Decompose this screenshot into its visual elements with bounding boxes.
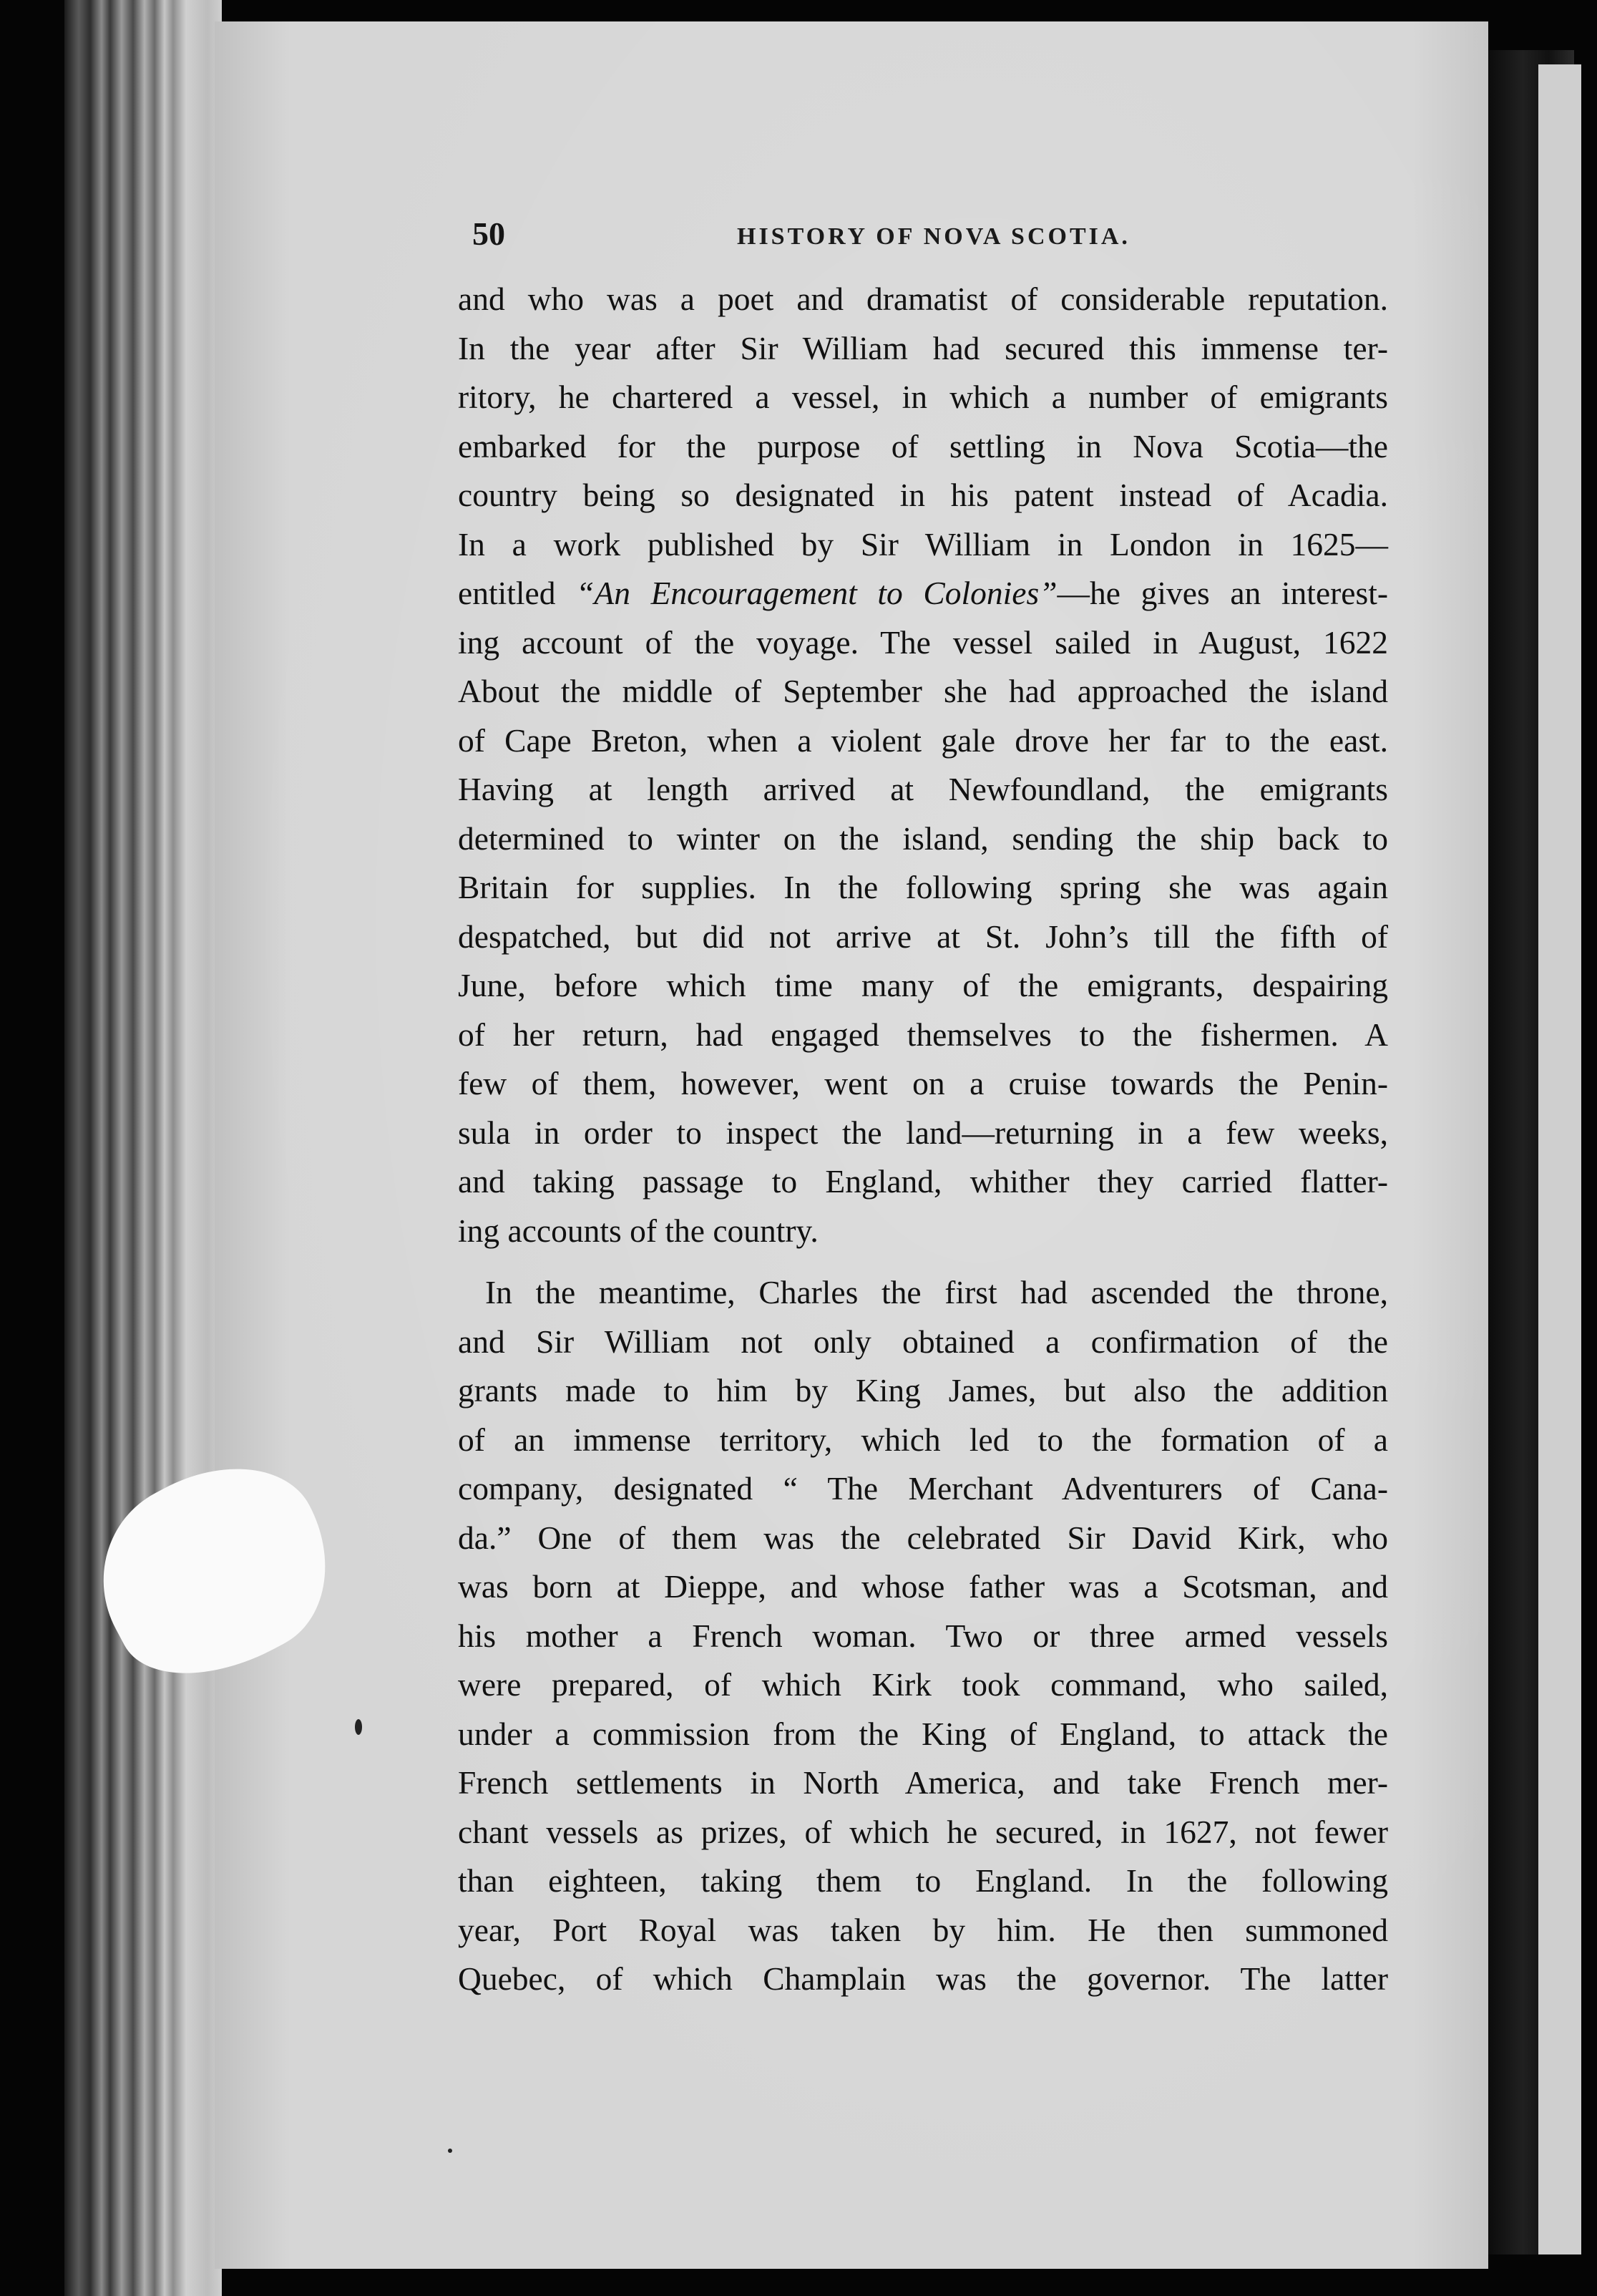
text-line: of Cape Breton, when a violent gale drove her far to the east. (458, 721, 1388, 759)
text-line: few of them, however, went on a cruise towards the Penin- (458, 1065, 1388, 1101)
text-line: ing accounts of the country. (458, 1212, 819, 1249)
ink-speck (355, 1719, 362, 1735)
text-line: and Sir William not only obtained a confirmation of the (458, 1323, 1388, 1360)
text-fragment: —he gives an interest- (1057, 575, 1388, 611)
next-page-sliver (1538, 64, 1581, 2254)
text-line: of her return, had engaged themselves to the fishermen. A (458, 1016, 1388, 1053)
text-line: sula in order to inspect the land—returning in a few weeks, (458, 1114, 1388, 1151)
text-line: of an immense territory, which led to the formation of a (458, 1421, 1388, 1458)
text-line: In a work published by Sir William in London in 1625— (458, 525, 1388, 563)
text-line: grants made to him by King James, but also the addition (458, 1372, 1388, 1409)
ink-speck (448, 2149, 452, 2153)
text-line: company, designated “ The Merchant Adventurers of Cana- (458, 1470, 1388, 1507)
text-line: Britain for supplies. In the following spring she was again (458, 869, 1388, 905)
text-line: country being so designated in his patent instead of Acadia. (458, 477, 1388, 513)
body-text (458, 275, 1388, 2004)
text-line: June, before which time many of the emigrants, despairing (458, 967, 1388, 1003)
text-line: French settlements in North America, and take French mer- (458, 1764, 1388, 1801)
text-line: Having at length arrived at Newfoundland, the emigrants (458, 771, 1388, 807)
page-number: 50 (472, 215, 505, 252)
book-title-italic: “An Encouragement to Colonies” (576, 575, 1058, 611)
text-line: embarked for the purpose of settling in Nova Scotia—the (458, 427, 1388, 464)
text-line: About the middle of September she had approached the island (458, 673, 1388, 709)
text-line: da.” One of them was the celebrated Sir David Kirk, who (458, 1519, 1388, 1556)
paragraph-start-line: In the meantime, Charles the first had ascended the throne, (485, 1274, 1388, 1310)
text-line: his mother a French woman. Two or three armed vessels (458, 1617, 1388, 1654)
text-line-with-title (458, 569, 1388, 618)
text-line: were prepared, of which Kirk took command, who sailed, (458, 1666, 1388, 1703)
book-left-edge (64, 0, 222, 2296)
text-line: In the year after Sir William had secured this immense ter- (458, 329, 1388, 366)
text-line: year, Port Royal was taken by him. He then summoned (458, 1911, 1388, 1948)
text-line: determined to winter on the island, sending the ship back to (458, 819, 1388, 857)
text-line: Quebec, of which Champlain was the governor. The latter (458, 1960, 1388, 1997)
running-head: HISTORY OF NOVA SCOTIA. (737, 223, 1130, 250)
page-header (472, 215, 1402, 272)
text-line: despatched, but did not arrive at St. John’s till the fifth of (458, 918, 1388, 955)
text-line: ritory, he chartered a vessel, in which a number of emigrants (458, 379, 1388, 415)
text-line: chant vessels as prizes, of which he secured, in 1627, not fewer (458, 1813, 1388, 1850)
text-line: ing account of the voyage. The vessel sailed in August, 1622 (458, 623, 1388, 661)
text-fragment: entitled (458, 575, 577, 611)
text-line: and taking passage to England, whither they carried flatter- (458, 1163, 1388, 1200)
text-line: than eighteen, taking them to England. In the following (458, 1862, 1388, 1899)
text-line: under a commission from the King of England, to attack the (458, 1715, 1388, 1752)
text-line: and who was a poet and dramatist of considerable reputation. (458, 281, 1388, 317)
text-line: was born at Dieppe, and whose father was a Scotsman, and (458, 1568, 1388, 1605)
